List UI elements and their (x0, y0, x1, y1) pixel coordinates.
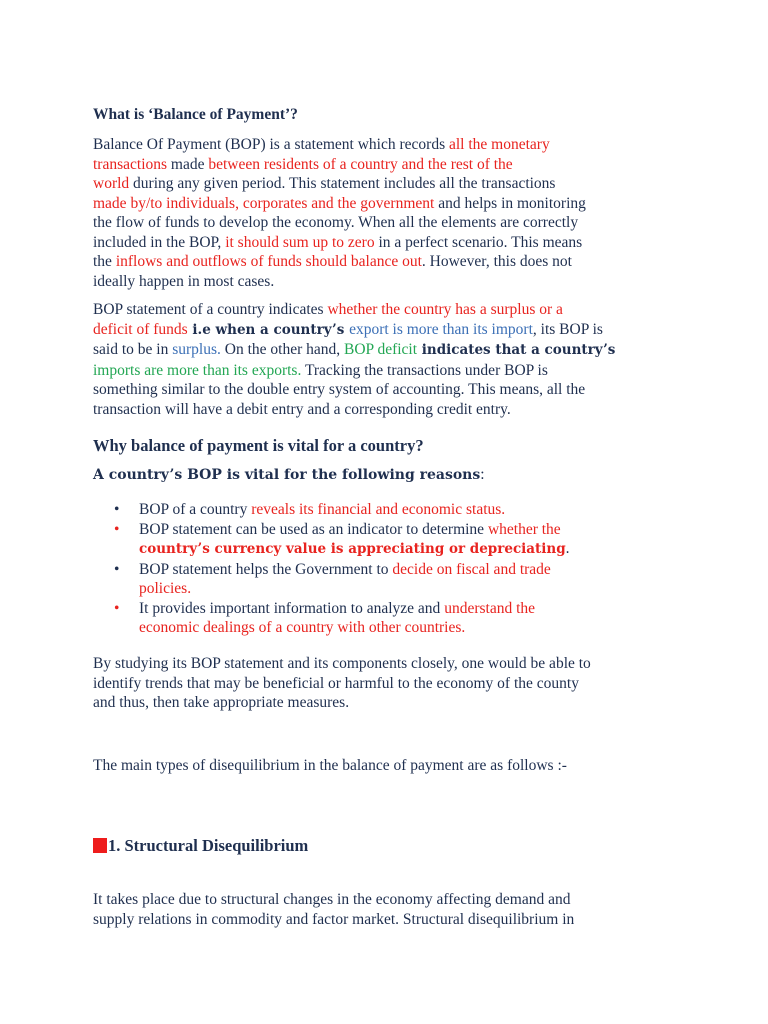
reasons-intro: A country’s BOP is vital for the following reasons: (93, 466, 485, 483)
heading-what-is-bop: What is ‘Balance of Payment’? (93, 106, 298, 123)
bullet-icon: • (114, 599, 120, 617)
paragraph-bop-surplus-deficit: BOP statement of a country indicates whether the country has a surplus or a deficit of funds i.e when a country’s export is more than its import, its BOP is said to be in surplus. On the other hand, BOP deficit indicates that a country’s imports are more than its exports. Tracking the transactions under BOP is something similar to the double entry system of accounting. This means, all the transaction will have a debit entry and a corresponding credit entry. (93, 301, 616, 418)
heading-structural-disequilibrium: 1. Structural Disequilibrium (93, 836, 308, 856)
list-item: • BOP statement helps the Government to decide on fiscal and trade policies. (114, 560, 551, 597)
paragraph-disequilibrium-types: The main types of disequilibrium in the balance of payment are as follows :- (93, 757, 567, 774)
heading-why-bop-vital: Why balance of payment is vital for a country? (93, 436, 424, 455)
bullet-icon: • (114, 520, 120, 538)
list-item: • BOP statement can be used as an indicator to determine whether the country’s currency value is appreciating or depreciating. (114, 520, 570, 557)
bullet-icon: • (114, 501, 120, 518)
red-marker-icon (93, 838, 107, 853)
paragraph-structural: It takes place due to structural changes in the economy affecting demand and supply relations in commodity and factor market. Structural disequilibrium in (93, 891, 575, 928)
list-item: • It provides important information to analyze and understand the economic dealings of a country with other countries. (114, 599, 536, 636)
paragraph-studying-bop: By studying its BOP statement and its components closely, one would be able to identify trends that may be beneficial or harmful to the economy of the county and thus, then take appropriate measures. (93, 655, 591, 711)
paragraph-bop-definition: Balance Of Payment (BOP) is a statement which records all the monetary transactions made between residents of a country and the rest of the world during any given period. This statement includes all the transactions made by/to individuals, corporates and the government and helps in monitoring the flow of funds to develop the economy. When all the elements are correctly included in the BOP, it should sum up to zero in a perfect scenario. This means the inflows and outflows of funds should balance out. However, this does not ideally happen in most cases. (93, 136, 586, 290)
bullet-icon: • (114, 560, 120, 578)
reasons-list (93, 500, 693, 638)
list-item: • BOP of a country reveals its financial and economic status. (114, 501, 506, 518)
